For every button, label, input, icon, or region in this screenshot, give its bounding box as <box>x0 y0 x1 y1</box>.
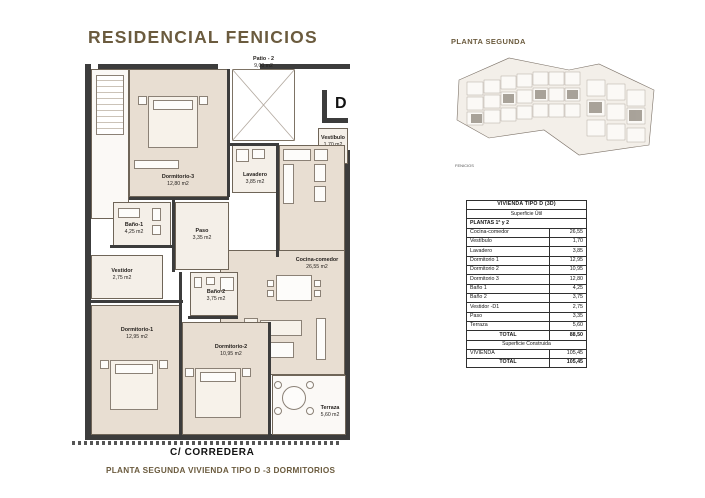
washer-lavadero <box>236 149 249 162</box>
dining-chair-1 <box>267 280 274 287</box>
terrace-chair-1 <box>274 381 282 389</box>
label-terraza <box>308 405 352 419</box>
partition-5 <box>179 272 182 435</box>
nightstand-left-d3 <box>138 96 147 105</box>
label-bano-1-area: 4,25 m2 <box>124 229 144 235</box>
label-terraza-area: 5,60 m2 <box>320 412 340 418</box>
label-patio-2 <box>236 56 291 70</box>
table-subtitle: Superficie Útil <box>467 210 587 219</box>
label-patio-2-name: Patio - 2 <box>253 56 274 62</box>
floorplan-drawing <box>60 50 390 450</box>
partition-4 <box>91 300 183 303</box>
built-label: VIVIENDA <box>467 349 550 358</box>
table-row-total <box>467 331 587 340</box>
label-cocina-comedor-area: 26,55 m2 <box>306 264 328 270</box>
built-total-label: TOTAL <box>467 358 550 367</box>
partition-10 <box>110 245 172 248</box>
toilet-bano-1 <box>152 208 161 221</box>
pillow-dormitorio-2 <box>200 372 236 382</box>
areas-table-body <box>467 201 587 368</box>
terrace-chair-3 <box>274 407 282 415</box>
label-dormitorio-2-name: Dormitorio-2 <box>214 344 248 350</box>
keyplan-note: FENICIOS <box>455 163 474 168</box>
table-row-built-total <box>467 358 587 367</box>
dining-chair-2 <box>267 290 274 297</box>
terrace-chair-2 <box>306 381 314 389</box>
label-lavadero-name: Lavadero <box>243 172 267 178</box>
kitchen-sink <box>314 164 326 182</box>
label-bano-1-name: Baño-1 <box>124 222 144 228</box>
nightstand-left-d1 <box>100 360 109 369</box>
label-vestidor <box>98 268 146 282</box>
page-title: RESIDENCIAL FENICIOS <box>88 27 318 47</box>
label-terraza-name: Terraza <box>320 405 340 411</box>
label-dormitorio-3 <box>148 174 208 188</box>
sink-bano-2 <box>206 277 215 285</box>
row-label: Cocina-comedor <box>467 228 550 237</box>
partition-2 <box>227 69 230 197</box>
row-value: 5,60 <box>550 321 587 330</box>
table-row-title <box>467 201 587 210</box>
table-row-built-header <box>467 340 587 349</box>
street-label: C/ CORREDERA <box>170 447 255 458</box>
row-label: Dormitorio 2 <box>467 265 550 274</box>
table-row <box>467 303 587 312</box>
row-value: 26,55 <box>550 228 587 237</box>
areas-table <box>466 200 587 368</box>
label-dormitorio-3-area: 12,80 m2 <box>167 181 189 187</box>
partition-6 <box>276 145 279 257</box>
keyplan-title: PLANTA SEGUNDA <box>451 37 526 46</box>
label-paso-name: Paso <box>195 228 209 234</box>
stair-flight <box>96 75 124 135</box>
unit-letter: D <box>335 95 347 112</box>
row-label: Vestíbulo <box>467 237 550 246</box>
label-vestidor-area: 2,75 m2 <box>112 275 132 281</box>
row-label: Baño 1 <box>467 284 550 293</box>
label-dormitorio-3-name: Dormitorio-3 <box>161 174 195 180</box>
kitchen-hob <box>314 149 328 161</box>
table-row-built <box>467 349 587 358</box>
label-paso <box>180 228 224 242</box>
row-value: 2,75 <box>550 303 587 312</box>
row-value: 3,35 <box>550 312 587 321</box>
label-vestibulo-name: Vestíbulo <box>321 135 345 141</box>
table-row <box>467 247 587 256</box>
keyplan-svg <box>449 50 664 170</box>
row-value: 12,80 <box>550 275 587 284</box>
nightstand-right-d3 <box>199 96 208 105</box>
row-label: Lavadero <box>467 247 550 256</box>
label-lavadero-area: 3,85 m2 <box>245 179 265 185</box>
fridge <box>314 186 326 202</box>
table-group: PLANTAS 1ª y 2 <box>467 219 587 228</box>
row-label: Terraza <box>467 321 550 330</box>
partition-8 <box>268 322 271 435</box>
dining-chair-3 <box>314 280 321 287</box>
row-label: Dormitorio 1 <box>467 256 550 265</box>
bathtub-bano-1 <box>118 208 140 218</box>
label-dormitorio-1-area: 12,95 m2 <box>126 334 148 340</box>
total-value: 88,50 <box>550 331 587 340</box>
pillow-dormitorio-1 <box>115 364 153 374</box>
toilet-bano-2 <box>194 277 202 288</box>
row-value: 12,95 <box>550 256 587 265</box>
table-row <box>467 256 587 265</box>
sink-lavadero <box>252 149 265 159</box>
label-bano-1 <box>112 222 156 236</box>
wardrobe-dormitorio-3 <box>134 160 179 169</box>
label-cocina-comedor-name: Cocina-comedor <box>295 257 339 263</box>
nightstand-right-d1 <box>159 360 168 369</box>
total-label: TOTAL <box>467 331 550 340</box>
table-row <box>467 284 587 293</box>
label-vestidor-name: Vestidor <box>111 268 133 274</box>
table-row <box>467 265 587 274</box>
row-value: 3,85 <box>550 247 587 256</box>
row-label: Vestidor -D1 <box>467 303 550 312</box>
terrace-table <box>282 386 306 410</box>
label-lavadero <box>230 172 280 186</box>
entrance-wall-2 <box>322 90 327 120</box>
table-row <box>467 275 587 284</box>
row-label: Paso <box>467 312 550 321</box>
plan-caption: PLANTA SEGUNDA VIVIENDA TIPO D -3 DORMITORIOS <box>106 466 336 475</box>
row-value: 10,95 <box>550 265 587 274</box>
row-label: Baño 2 <box>467 293 550 302</box>
label-bano-2-name: Baño-2 <box>206 289 226 295</box>
label-dormitorio-2 <box>200 344 262 358</box>
label-cocina-comedor <box>282 257 352 271</box>
row-value: 1,70 <box>550 237 587 246</box>
tv-unit <box>316 318 326 360</box>
partition-7 <box>229 143 279 146</box>
label-paso-area: 3,35 m2 <box>192 235 212 241</box>
partition-9 <box>188 316 238 319</box>
dining-chair-4 <box>314 290 321 297</box>
table-row-group <box>467 219 587 228</box>
nightstand-right-d2 <box>242 368 251 377</box>
keyplan-diagram <box>449 50 664 170</box>
built-total-value: 105,45 <box>550 358 587 367</box>
table-row-subtitle <box>467 210 587 219</box>
label-bano-2-area: 3,75 m2 <box>206 296 226 302</box>
table-title: VIVIENDA TIPO D (3D) <box>467 201 587 210</box>
table-row <box>467 312 587 321</box>
row-label: Dormitorio 3 <box>467 275 550 284</box>
label-dormitorio-2-area: 10,95 m2 <box>220 351 242 357</box>
label-dormitorio-1 <box>106 327 168 341</box>
table-row <box>467 228 587 237</box>
nightstand-left-d2 <box>185 368 194 377</box>
label-dormitorio-1-name: Dormitorio-1 <box>120 327 154 333</box>
partition-1 <box>129 197 229 200</box>
pillow-dormitorio-3 <box>153 100 193 110</box>
dining-table <box>276 275 312 301</box>
built-value: 105,45 <box>550 349 587 358</box>
patio-cross <box>232 69 295 141</box>
row-value: 4,25 <box>550 284 587 293</box>
street-hatch <box>72 441 340 445</box>
kitchen-counter-top <box>283 149 311 161</box>
built-header: Superficie Construida <box>467 340 587 349</box>
table-row <box>467 237 587 246</box>
kitchen-counter-left <box>283 164 294 204</box>
row-value: 3,75 <box>550 293 587 302</box>
label-bano-2 <box>194 289 238 303</box>
partition-3 <box>172 200 175 272</box>
table-row <box>467 321 587 330</box>
table-row <box>467 293 587 302</box>
label-patio-2-area: 9,00 m2 <box>254 63 273 69</box>
